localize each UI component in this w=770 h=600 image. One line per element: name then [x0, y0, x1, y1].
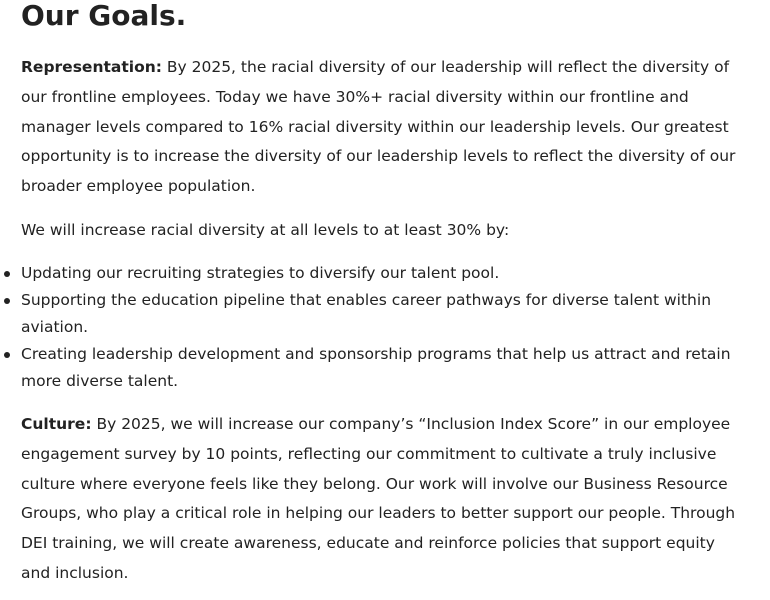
list-item: [0, 341, 760, 395]
list-item-text: Supporting the education pipeline that enables career pathways for diverse talent within aviation.: [21, 291, 712, 336]
bullet-icon: [4, 352, 10, 358]
list-item-text: Updating our recruiting strategies to diversify our talent pool.: [21, 264, 500, 282]
intro-paragraph: We will increase racial diversity at all levels to at least 30% by:: [21, 221, 510, 239]
representation-text: By 2025, the racial diversity of our leadership will reflect the diversity of our frontline employees. Today we have 30%+ racial diversity within our frontline and manager levels compared to 16% racial diversity within our leadership levels. Our greatest opportunity is to increase the diversity of our leadership levels to reflect the diversity of our broader employee population.: [21, 58, 736, 196]
culture-label: Culture:: [21, 415, 92, 433]
list-item-text: Creating leadership development and sponsorship programs that help us attract and retain more diverse talent.: [21, 345, 731, 390]
bullet-icon: [4, 271, 10, 277]
list-item: [0, 260, 760, 287]
list-item: [0, 287, 760, 341]
culture-text: By 2025, we will increase our company’s “Inclusion Index Score” in our employee engagement survey by 10 points, reflecting our commitment to cultivate a truly inclusive culture where everyone feels like they belong. Our work will involve our Business Resource Groups, who play a critical role in helping our leaders to better support our people. Through DEI training, we will create awareness, educate and reinforce policies that support equity and inclusion.: [21, 415, 736, 582]
culture-paragraph: [21, 410, 746, 589]
goals-list: [0, 260, 760, 395]
representation-label: Representation:: [21, 58, 162, 76]
bullet-icon: [4, 298, 10, 304]
page-title: Our Goals.: [21, 0, 187, 32]
representation-paragraph: [21, 53, 746, 202]
